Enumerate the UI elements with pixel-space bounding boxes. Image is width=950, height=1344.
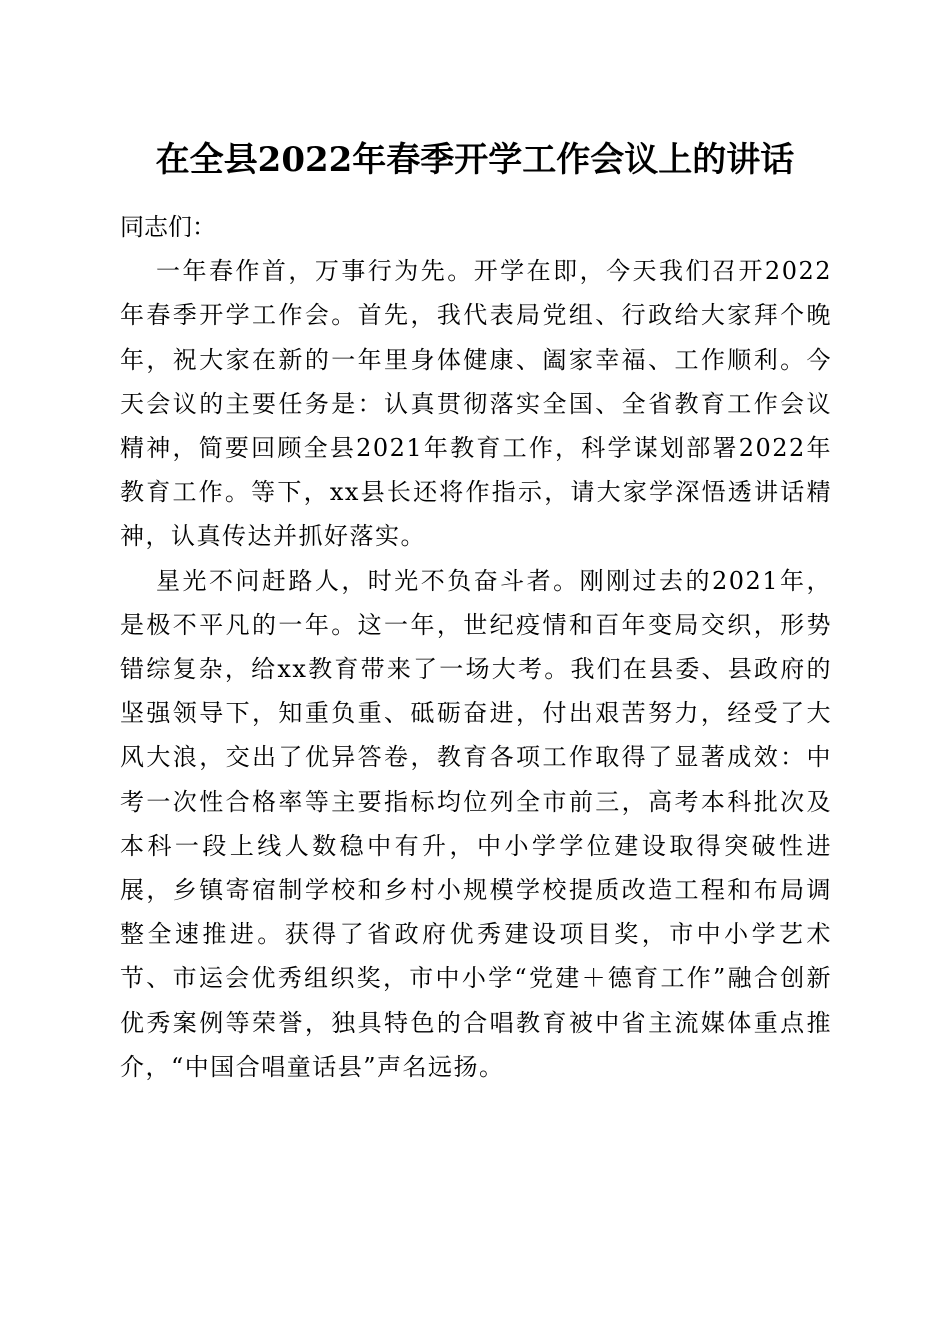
salutation: 同志们： [120,213,216,241]
paragraph-1: 一年春作首，万事行为先。开学在即，今天我们召开2022年春季开学工作会。首先，我代表局党组、行政给大家拜个晚年，祝大家在新的一年里身体健康、阖家幸福、工作顺利。今天会议的主要任务是：认真贯彻落实全国、全省教育工作会议精神，简要回顾全县2021年教育工作，科学谋划部署2022年教育工作。等下，xx县长还将作指示，请大家学深悟透讲话精神，认真传达并抓好落实。 [120,257,832,551]
document-title: 在全县2022年春季开学工作会议上的讲话 [155,140,795,180]
paragraph-2: 星光不问赶路人，时光不负奋斗者。刚刚过去的2021年，是极不平凡的一年。这一年，世纪疫情和百年变局交织，形势错综复杂，给xx教育带来了一场大考。我们在县委、县政府的坚强领导下，知重负重、砥砺奋进，付出艰苦努力，经受了大风大浪，交出了优异答卷，教育各项工作取得了显著成效：中考一次性合格率等主要指标均位列全市前三，高考本科批次及本科一段上线人数稳中有升，中小学学位建设取得突破性进展，乡镇寄宿制学校和乡村小规模学校提质改造工程和布局调整全速推进。获得了省政府优秀建设项目奖，市中小学艺术节、市运会优秀组织奖，市中小学“党建＋德育工作”融合创新优秀案例等荣誉，独具特色的合唱教育被中省主流媒体重点推介，“中国合唱童话县”声名远扬。 [120,566,832,1081]
document-body [120,205,832,1089]
